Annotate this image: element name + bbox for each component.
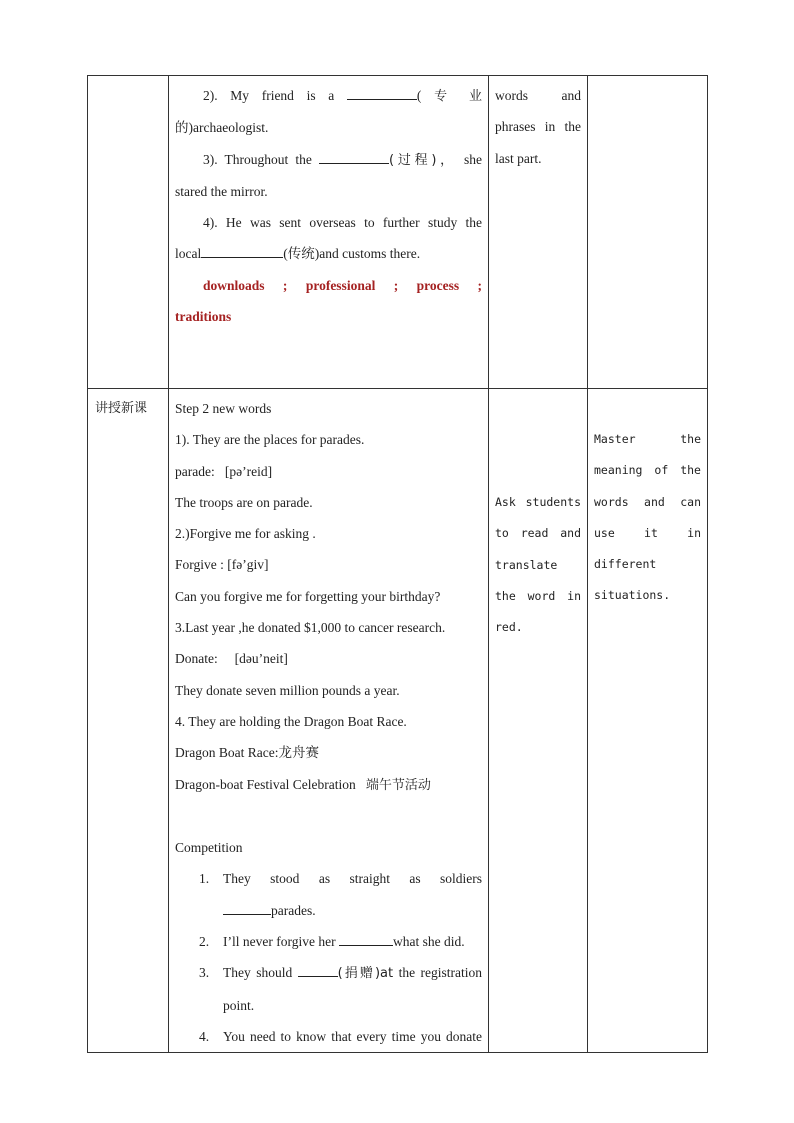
purpose-line5: different: [594, 557, 657, 572]
row2-content-cell: [169, 389, 489, 1053]
list-item: 1. They stood as straight as soldiers parades.: [199, 871, 483, 918]
competition-list: [175, 863, 482, 1052]
method-line2: phrases in the: [495, 119, 582, 135]
lesson-plan-table: [87, 75, 708, 1053]
row2-stage-cell: [88, 389, 169, 1053]
row1-purpose-cell: [588, 76, 708, 389]
method2-line4: the word in: [495, 588, 581, 603]
word4-term2: Dragon-boat Festival Celebration 端午节活动: [175, 776, 431, 793]
purpose-line3: words and can: [594, 494, 701, 509]
row1-method-cell: [489, 76, 588, 389]
blank-donate[interactable]: [298, 964, 338, 977]
purpose-line2: meaning of the: [594, 463, 701, 478]
question-2-line1: 2). My friend is a ( 专 业: [203, 88, 483, 104]
question-3-line2: stared the mirror.: [175, 183, 268, 199]
purpose-line6: situations.: [594, 588, 671, 603]
review-row: [88, 76, 708, 389]
question-2-line2: 的)archaeologist.: [175, 120, 269, 136]
word3-example: They donate seven million pounds a year.: [175, 682, 400, 698]
word2-sentence: 2.)Forgive me for asking .: [175, 526, 316, 542]
answers-line1: downloads ; professional ; process ;: [203, 277, 482, 293]
answers-line2: traditions: [175, 309, 232, 325]
method2-line5: red.: [495, 620, 523, 635]
row2-purpose-cell: [588, 389, 708, 1053]
word4-sentence: 4. They are holding the Dragon Boat Race.: [175, 713, 407, 729]
purpose-line4: use it in: [594, 525, 701, 540]
blank-at[interactable]: [223, 902, 271, 915]
method-line3: last part.: [495, 150, 542, 166]
blank-for[interactable]: [339, 933, 393, 946]
new-lesson-row: [88, 389, 708, 1053]
row1-stage-cell: [88, 76, 169, 389]
word3-definition: Donate: [dəu’neit]: [175, 651, 288, 667]
question-4-line1: 4). He was sent overseas to further study the: [203, 215, 482, 231]
word1-example: The troops are on parade.: [175, 494, 313, 510]
word1-sentence: 1). They are the places for parades.: [175, 432, 365, 448]
competition-heading: Competition: [175, 840, 243, 856]
blank-process[interactable]: [319, 151, 389, 164]
purpose-line1: Master the: [594, 432, 701, 446]
row2-method-cell: [489, 389, 588, 1053]
method-line1: words and: [495, 88, 581, 103]
blank-professional[interactable]: [347, 87, 417, 100]
step-heading: Step 2 new words: [175, 401, 272, 416]
word2-definition: Forgive : [fə’giv]: [175, 557, 269, 573]
stage-label: 讲授新课: [95, 401, 148, 416]
method2-line1: Ask students: [495, 495, 581, 509]
word3-sentence: 3.Last year ,he donated $1,000 to cancer research.: [175, 620, 446, 636]
question-4-line2: local (传统)and customs there.: [175, 246, 421, 262]
row1-content-cell: [169, 76, 489, 389]
word4-term: Dragon Boat Race:龙舟赛: [175, 745, 319, 761]
word1-definition: parade: [pə’reid]: [175, 463, 273, 479]
method2-line3: translate: [495, 557, 558, 572]
method2-line2: to read and: [495, 526, 581, 541]
blank-traditions[interactable]: [201, 245, 283, 258]
list-item: 3. They should (捐赠)at the registration point.: [199, 965, 482, 1013]
list-item: 2. I’ll never forgive her what she did.: [199, 934, 465, 950]
list-item: 4. You need to know that every time you donate: [199, 1028, 483, 1044]
question-3-line1: 3). Throughout the (过程)， she: [203, 151, 483, 168]
word2-example: Can you forgive me for forgetting your birthday?: [175, 588, 441, 604]
